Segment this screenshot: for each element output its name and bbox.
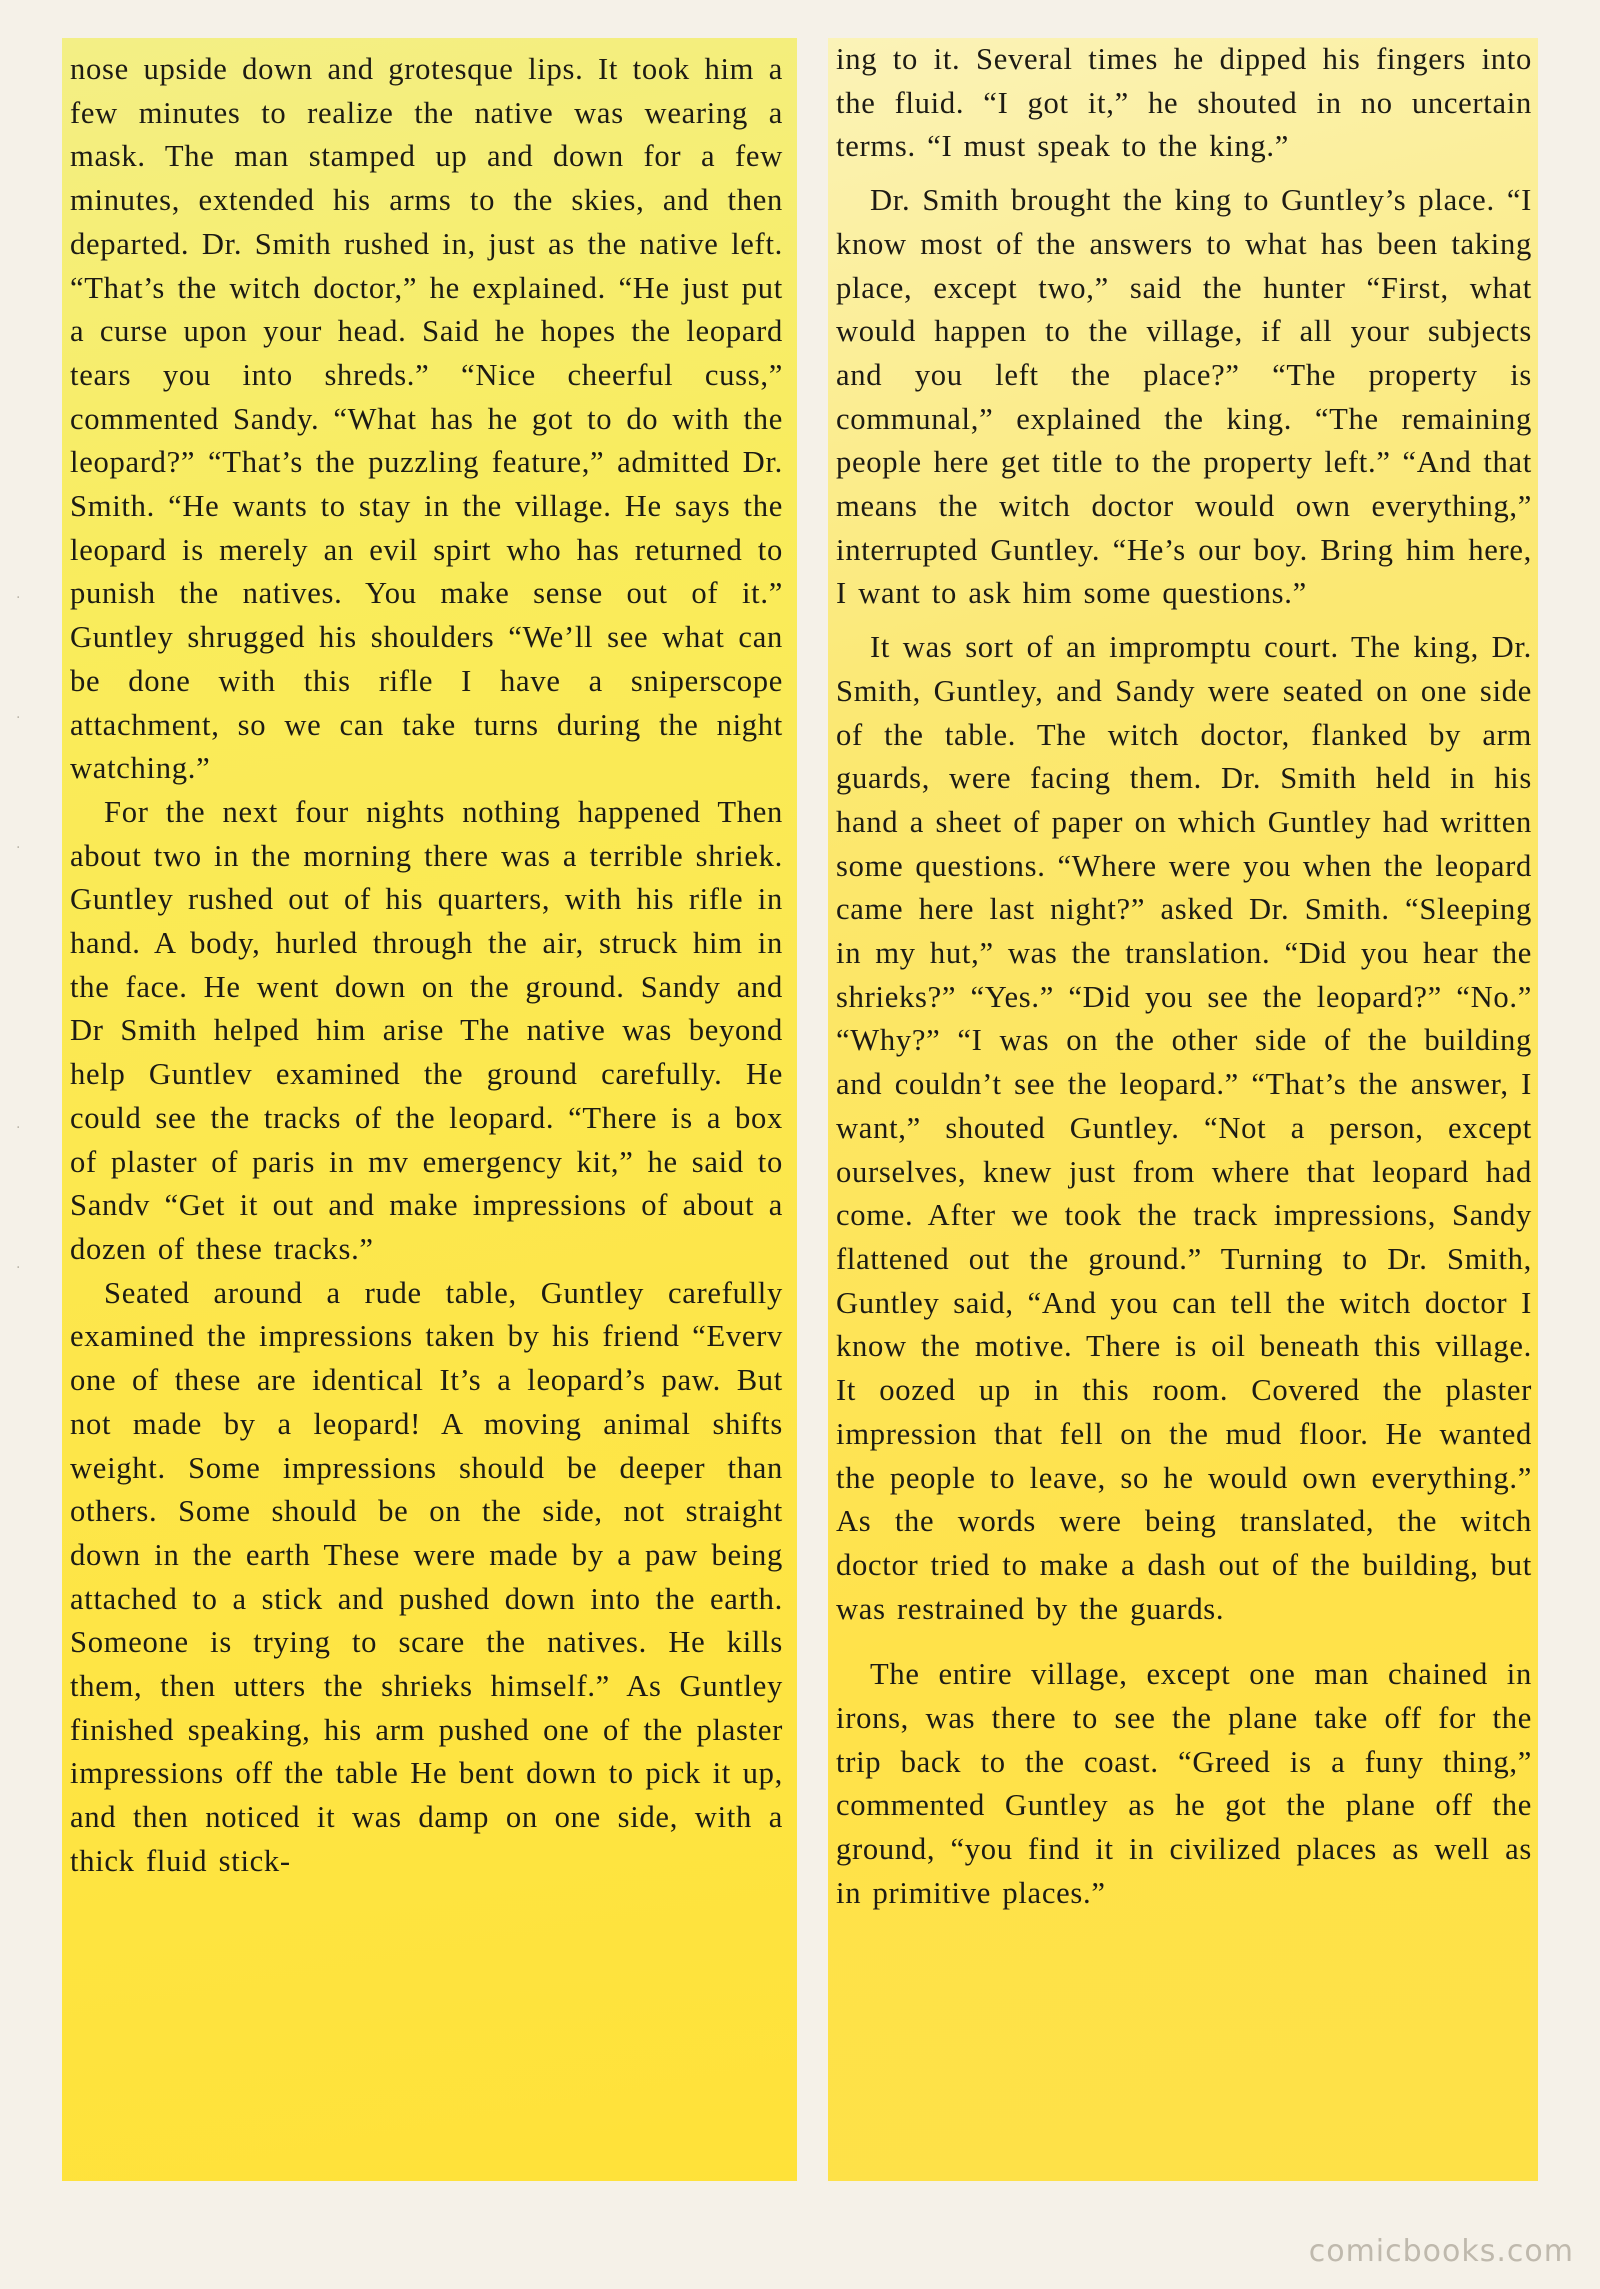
paragraph: ing to it. Several times he dipped his fingers into the fluid. “I got it,” he shouted in no uncertain terms. “I must speak to the king.” bbox=[836, 42, 1532, 164]
paragraph: Seated around a rude table, Guntley carefully examined the impressions taken by his friend “Everv one of these are identical It’s a leopard’s paw. But not made by a leopard! A moving animal shifts weight. Some impressions should be deeper than others. Some should be on the side, not straight down in the earth These were made by a paw being attached to a stick and pushed down into the earth. Someone is trying to scare the natives. He kills them, then utters the shrieks himself.” As Guntley finished speaking, his arm pushed one of the plaster impressions off the table He bent down to pick it up, and then noticed it was damp on one side, with a thick fluid stick- bbox=[70, 1275, 783, 1878]
left-text-column bbox=[62, 38, 797, 2181]
paragraph: Dr. Smith brought the king to Guntley’s place. “I know most of the answers to what has been taking place, except two,” said the hunter “First, what would happen to the village, if all your subjects and you left the place?” “The property is communal,” explained the king. “The remaining people here get title to the property left.” “And that means the witch doctor would own everything,” interrupted Guntley. “He’s our boy. Bring him here, I want to ask him some questions.” bbox=[836, 183, 1532, 611]
paragraph: For the next four nights nothing happened Then about two in the morning there was a terrible shriek. Guntley rushed out of his quarters, with his rifle in hand. A body, hurled through the air, struck him in the face. He went down on the ground. Sandy and Dr Smith helped him arise The native was beyond help Guntlev examined the ground carefully. He could see the tracks of the leopard. “There is a box of plaster of paris in mv emergency kit,” he said to Sandv “Get it out and make impressions of about a dozen of these tracks.” bbox=[70, 794, 783, 1266]
paragraph: The entire village, except one man chained in irons, was there to see the plane take off for the trip back to the coast. “Greed is a funy thing,” commented Guntley as he got the plane off the ground, “you find it in civilized places as well as in primitive places.” bbox=[836, 1657, 1532, 1910]
site-watermark: comicbooks.com bbox=[1308, 2234, 1574, 2269]
paragraph: nose upside down and grotesque lips. It took him a few minutes to realize the native was wearing a mask. The man stamped up and down for a few minutes, extended his arms to the skies, and then departed. Dr. Smith rushed in, just as the native left. “That’s the witch doctor,” he explained. “He just put a curse upon your head. Said he hopes the leopard tears you into shreds.” “Nice cheerful cuss,” commented Sandy. “What has he got to do with the leopard?” “That’s the puzzling feature,” admitted Dr. Smith. “He wants to stay in the village. He says the leopard is merely an evil spirt who has returned to punish the natives. You make sense out of it.” Guntley shrugged his shoulders “We’ll see what can be done with this rifle I have a sniperscope attachment, so we can take turns during the night watching.” bbox=[70, 52, 783, 786]
paragraph: It was sort of an impromptu court. The king, Dr. Smith, Guntley, and Sandy were seated on one side of the table. The witch doctor, flanked by arm guards, were facing them. Dr. Smith held in his hand a sheet of paper on which Guntley had written some questions. “Where were you when the leopard came here last night?” asked Dr. Smith. “Sleeping in my hut,” was the translation. “Did you hear the shrieks?” “Yes.” “Did you see the leopard?” “No.” “Why?” “I was on the other side of the building and couldn’t see the leopard.” “That’s the answer, I want,” shouted Guntley. “Not a person, except ourselves, knew just from where that leopard had come. After we took the track impressions, Sandy flattened out the ground.” Turning to Dr. Smith, Guntley said, “And you can tell the witch doctor I know the motive. There is oil beneath this village. It oozed up in this room. Covered the plaster impression that fell on the mud floor. He wanted the people to leave, so he would own everything.” As the words were being translated, the witch doctor tried to make a dash out of the building, but was restrained by the guards. bbox=[836, 630, 1532, 1626]
margin-specks: ⋅ ⋅ · ⋅ · bbox=[16, 590, 21, 1276]
right-text-column bbox=[828, 38, 1538, 2181]
